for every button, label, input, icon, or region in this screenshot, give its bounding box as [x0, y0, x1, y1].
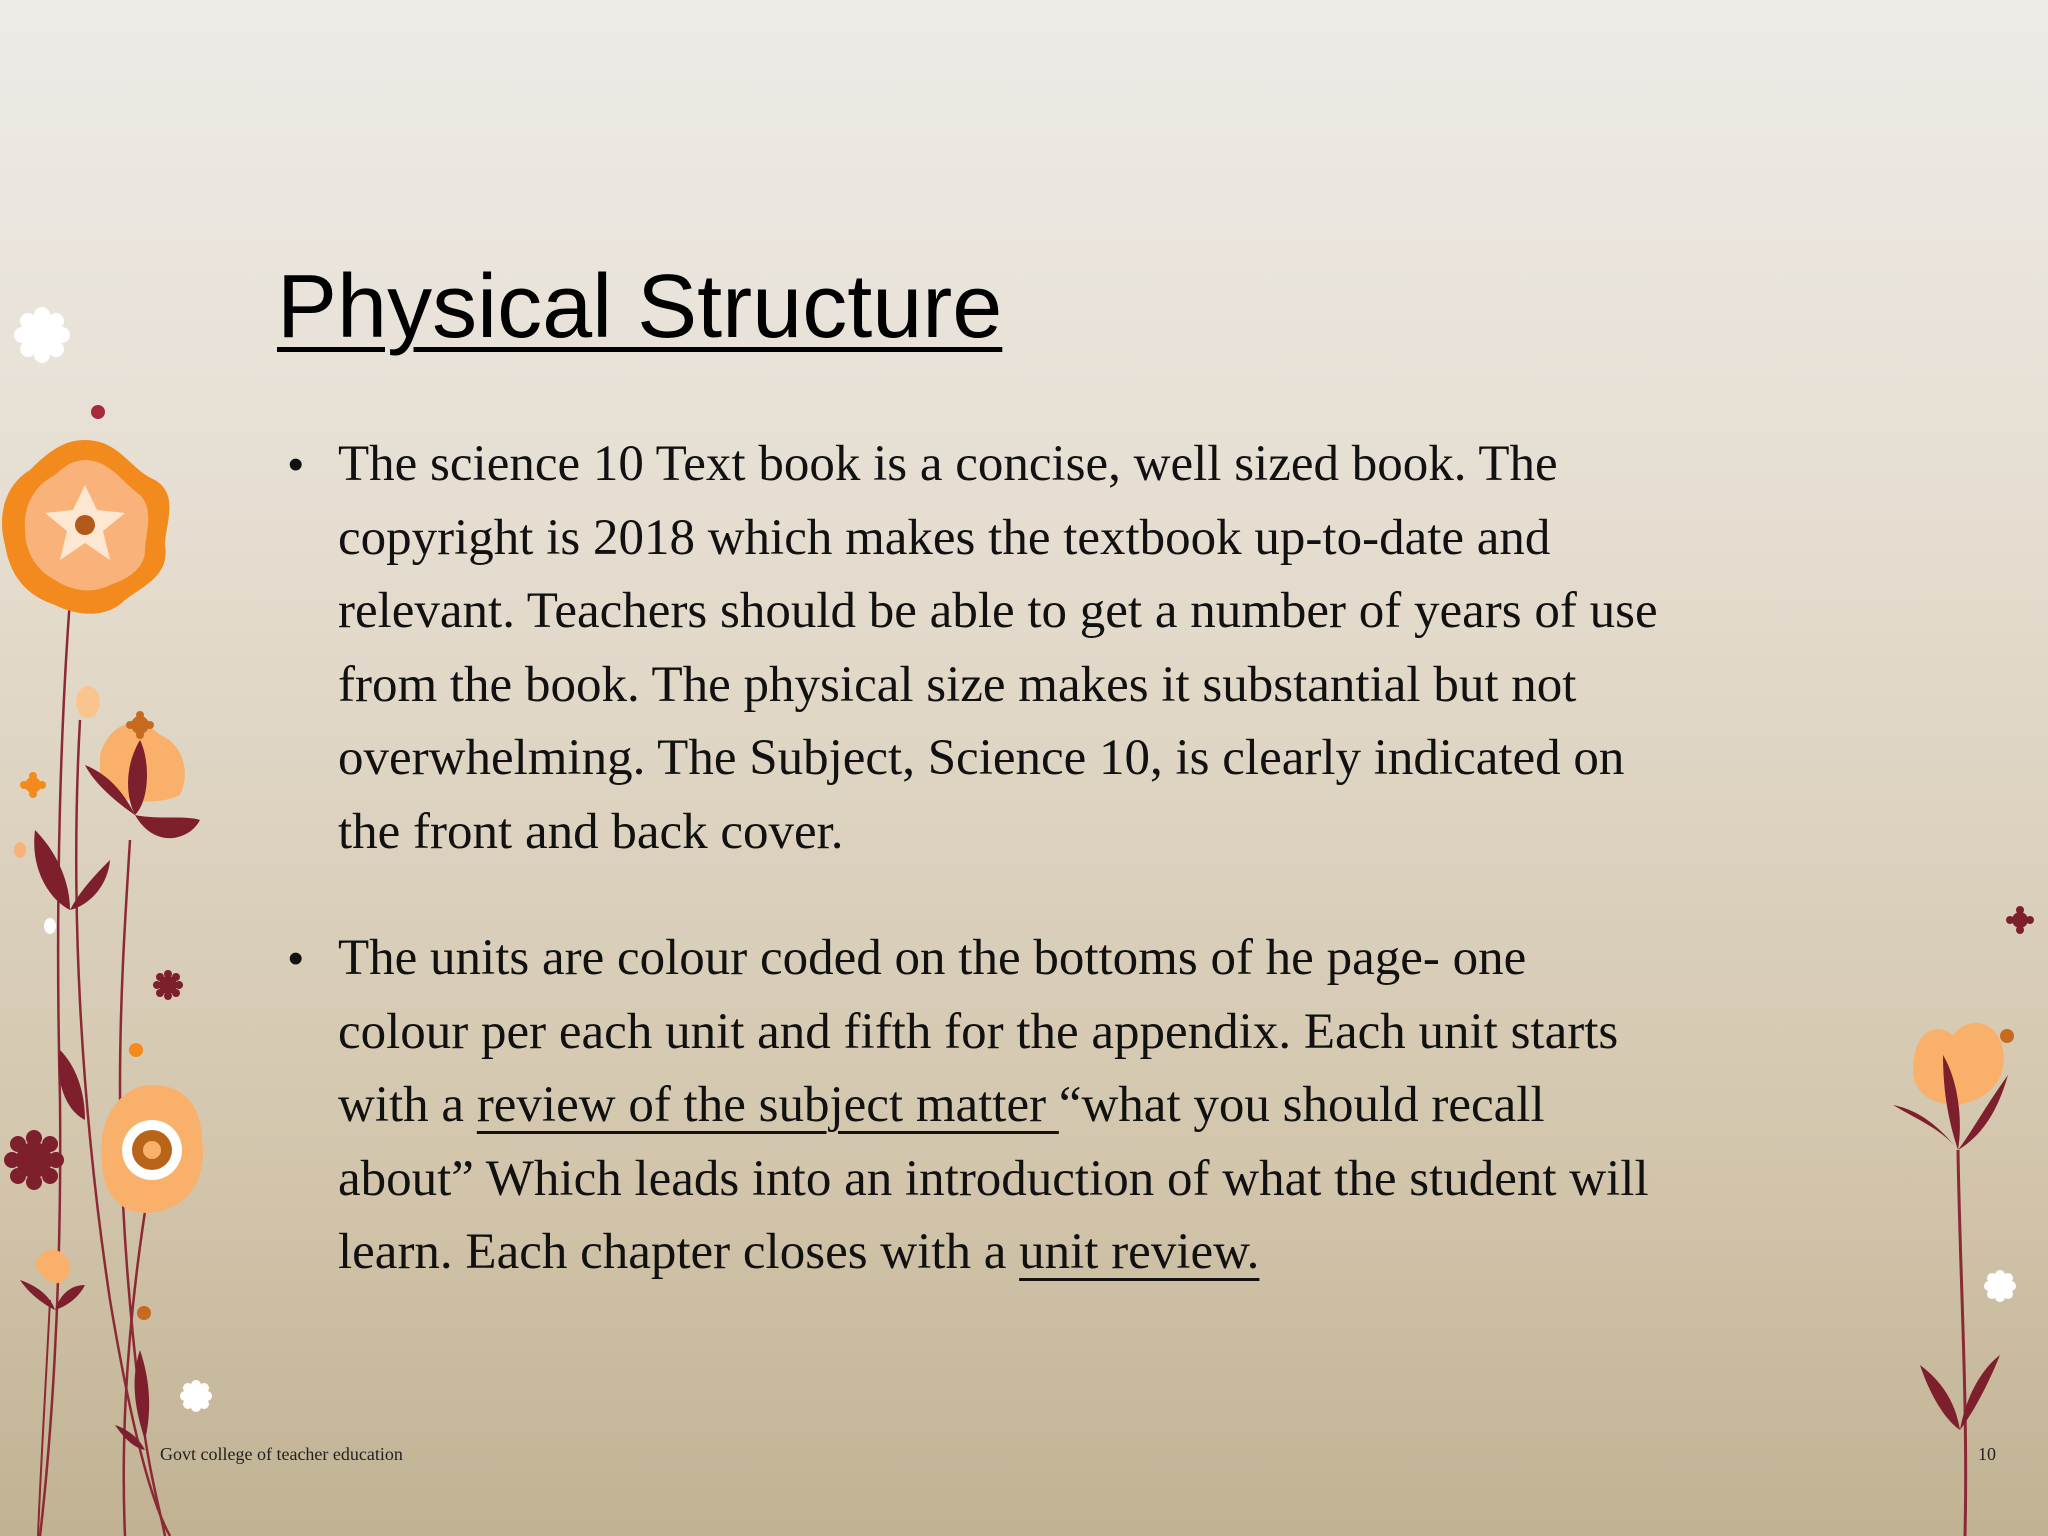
bullet-text-line: The units are colour coded on the bottoms of he page- one — [338, 930, 1527, 986]
flower-decoration-left — [2, 307, 212, 1536]
bullet-point-physical-description — [288, 428, 1778, 870]
bullet-text-line: The science 10 Text book is a concise, well sized book. The — [338, 436, 1558, 492]
underlined-phrase-review: review of the subject matter — [476, 1077, 1059, 1134]
bullet-icon: • — [288, 440, 304, 489]
bullet-text-line: colour per each unit and fifth for the appendix. Each unit starts — [338, 1003, 1619, 1060]
text-segment: learn. Each chapter closes with a — [338, 1224, 1020, 1281]
bullet-point-unit-organization — [288, 922, 1778, 1290]
bullet-text-line: relevant. Teachers should be able to get a number of years of use — [338, 583, 1658, 640]
underlined-phrase-unit-review: unit review. — [1019, 1224, 1260, 1281]
bullet-text-line — [338, 1069, 1778, 1143]
slide-title: Physical Structure — [277, 257, 1003, 357]
bullet-text-line: copyright is 2018 which makes the textbook up-to-date and — [338, 509, 1551, 566]
bullet-text-line: the front and back cover. — [338, 803, 844, 860]
footer-institution: Govt college of teacher education — [160, 1444, 403, 1464]
bullet-text-line: from the book. The physical size makes it substantial but not — [338, 656, 1577, 713]
bullet-text-line: about” Which leads into an introduction of what the student will — [338, 1150, 1649, 1207]
flower-decoration-right — [1893, 906, 2034, 1536]
slide-page-number: 10 — [1978, 1444, 1996, 1464]
bullet-text-line: overwhelming. The Subject, Science 10, is clearly indicated on — [338, 730, 1625, 787]
text-segment: “what you should recall — [1058, 1077, 1545, 1134]
bullet-text-line — [338, 1216, 1778, 1290]
bullet-icon: • — [288, 934, 304, 983]
text-segment: with a — [338, 1077, 477, 1134]
